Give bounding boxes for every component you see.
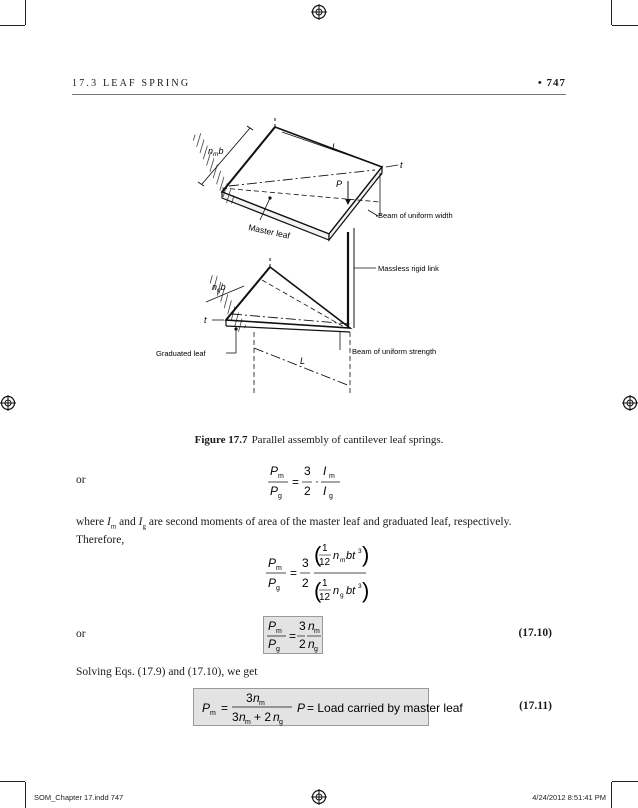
crop-mark-top-left-h xyxy=(0,25,25,26)
equation-ratio-I xyxy=(264,462,354,502)
registration-mark-left xyxy=(0,395,16,411)
svg-text:bt: bt xyxy=(346,550,356,562)
svg-text:n: n xyxy=(333,550,340,562)
label-t-top: t xyxy=(400,160,403,170)
crop-mark-bottom-right-h xyxy=(612,781,638,782)
svg-text:n: n xyxy=(273,710,280,724)
svg-text:m: m xyxy=(340,557,346,564)
running-header-page-number: • 747 xyxy=(537,77,566,89)
label-L-top: L xyxy=(332,142,338,152)
equation-17-11 xyxy=(194,689,463,726)
crop-mark-bottom-right-v xyxy=(611,782,612,808)
label-master-leaf: Master leaf xyxy=(247,222,291,241)
svg-text:g: g xyxy=(276,585,280,592)
svg-text:): ) xyxy=(362,578,370,603)
svg-text:m: m xyxy=(276,628,282,635)
svg-text:P: P xyxy=(270,464,279,478)
svg-text:I: I xyxy=(323,484,327,498)
label-P: P xyxy=(336,179,343,189)
header-rule xyxy=(72,94,566,95)
svg-text:g: g xyxy=(329,493,333,500)
equation-17-10 xyxy=(263,616,323,654)
svg-text:m: m xyxy=(276,565,282,572)
crop-mark-top-right-v xyxy=(611,0,612,25)
label-beam-uniform-width: Beam of uniform width xyxy=(378,211,453,220)
svg-text:n: n xyxy=(239,710,246,724)
footer-timestamp: 4/24/2012 8:51:41 PM xyxy=(532,793,606,802)
svg-text:g: g xyxy=(314,646,318,653)
svg-text:n: n xyxy=(253,691,260,705)
svg-text:P: P xyxy=(297,701,306,715)
svg-text:(: ( xyxy=(314,578,322,603)
svg-text:12: 12 xyxy=(319,557,331,568)
page-number: 747 xyxy=(546,77,566,89)
equation-number-17-11: (17.11) xyxy=(519,700,552,712)
svg-text:P: P xyxy=(268,637,277,651)
svg-text:3: 3 xyxy=(358,583,362,590)
equation-number-17-10: (17.10) xyxy=(518,627,552,639)
svg-text:g: g xyxy=(276,646,280,653)
svg-text:(: ( xyxy=(314,542,322,567)
svg-text:m: m xyxy=(259,700,265,707)
footer-file-info: SOM_Chapter 17.indd 747 xyxy=(34,793,124,802)
svg-text:m: m xyxy=(210,710,216,717)
svg-text:2: 2 xyxy=(302,576,309,590)
paragraph-solving: Solving Eqs. (17.9) and (17.10), we get xyxy=(76,666,258,678)
svg-text:3: 3 xyxy=(232,710,239,724)
svg-text:P: P xyxy=(270,484,279,498)
svg-text:g: g xyxy=(278,493,282,500)
svg-text:=: = xyxy=(289,629,297,643)
crop-mark-top-right-h xyxy=(612,25,638,26)
svg-text:m: m xyxy=(329,473,335,480)
or-label-2: or xyxy=(76,628,86,640)
svg-text:P: P xyxy=(268,576,277,590)
svg-text:ngb: $n_gb$ xyxy=(212,282,226,294)
svg-text:n: n xyxy=(308,619,315,633)
svg-text:nmb: $n_mb$ xyxy=(208,146,224,158)
svg-text:P: P xyxy=(268,556,277,570)
svg-text:= Load carried by master leaf: = Load carried by master leaf xyxy=(307,701,463,715)
svg-text:I: I xyxy=(323,464,327,478)
or-label-1: or xyxy=(76,474,86,486)
running-header-section: 17.3 LEAF SPRING xyxy=(72,78,191,89)
svg-text:P: P xyxy=(268,619,277,633)
svg-text:2: 2 xyxy=(299,637,306,651)
svg-text:n: n xyxy=(308,637,315,651)
crop-mark-bottom-left-v xyxy=(25,782,26,808)
label-massless-link: Massless rigid link xyxy=(378,264,439,273)
wall-hatch-top xyxy=(191,132,236,206)
svg-text:m: m xyxy=(245,719,251,726)
svg-text:1: 1 xyxy=(322,543,328,554)
crop-mark-top-left-v xyxy=(25,0,26,25)
svg-text:m: m xyxy=(314,628,320,635)
svg-text:3: 3 xyxy=(358,548,362,555)
svg-text:): ) xyxy=(362,542,370,567)
svg-text:n: n xyxy=(333,585,340,597)
svg-text:3: 3 xyxy=(304,464,311,478)
registration-mark-top xyxy=(311,4,327,20)
svg-text:=: = xyxy=(290,566,298,580)
leaf-spring-figure xyxy=(140,110,480,400)
svg-text:g: g xyxy=(279,719,283,726)
label-t-bottom: t xyxy=(204,315,207,325)
svg-text:+ 2: + 2 xyxy=(254,710,272,724)
figure-caption: Figure 17.7 Parallel assembly of cantilever leaf springs. xyxy=(194,434,444,446)
paragraph-where: where $I_m$ and $I_g$ are second moments of area of the master leaf and graduated leaf, respectively. Therefore, xyxy=(76,516,512,547)
graduated-leaf xyxy=(226,267,350,332)
svg-text:3: 3 xyxy=(246,691,253,705)
svg-text:P: P xyxy=(202,701,211,715)
svg-text:1: 1 xyxy=(322,578,328,589)
svg-text:g: g xyxy=(340,592,344,599)
registration-mark-bottom xyxy=(311,789,327,805)
svg-text:m: m xyxy=(278,473,284,480)
equation-17-11-box xyxy=(193,688,463,726)
svg-text:=: = xyxy=(292,475,300,489)
equation-ratio-moments xyxy=(262,540,374,606)
master-leaf-plate xyxy=(222,127,382,240)
svg-text:2: 2 xyxy=(304,484,311,498)
svg-text:·: · xyxy=(315,474,319,488)
svg-text:3: 3 xyxy=(302,556,309,570)
svg-text:=: = xyxy=(221,701,229,715)
crop-mark-bottom-left-h xyxy=(0,781,25,782)
svg-text:12: 12 xyxy=(319,592,331,603)
svg-text:3: 3 xyxy=(299,619,306,633)
label-graduated-leaf: Graduated leaf xyxy=(156,349,206,358)
registration-mark-right xyxy=(622,395,638,411)
svg-text:bt: bt xyxy=(346,585,356,597)
label-L-bottom: L xyxy=(300,356,306,366)
label-beam-uniform-strength: Beam of uniform strength xyxy=(352,347,437,356)
